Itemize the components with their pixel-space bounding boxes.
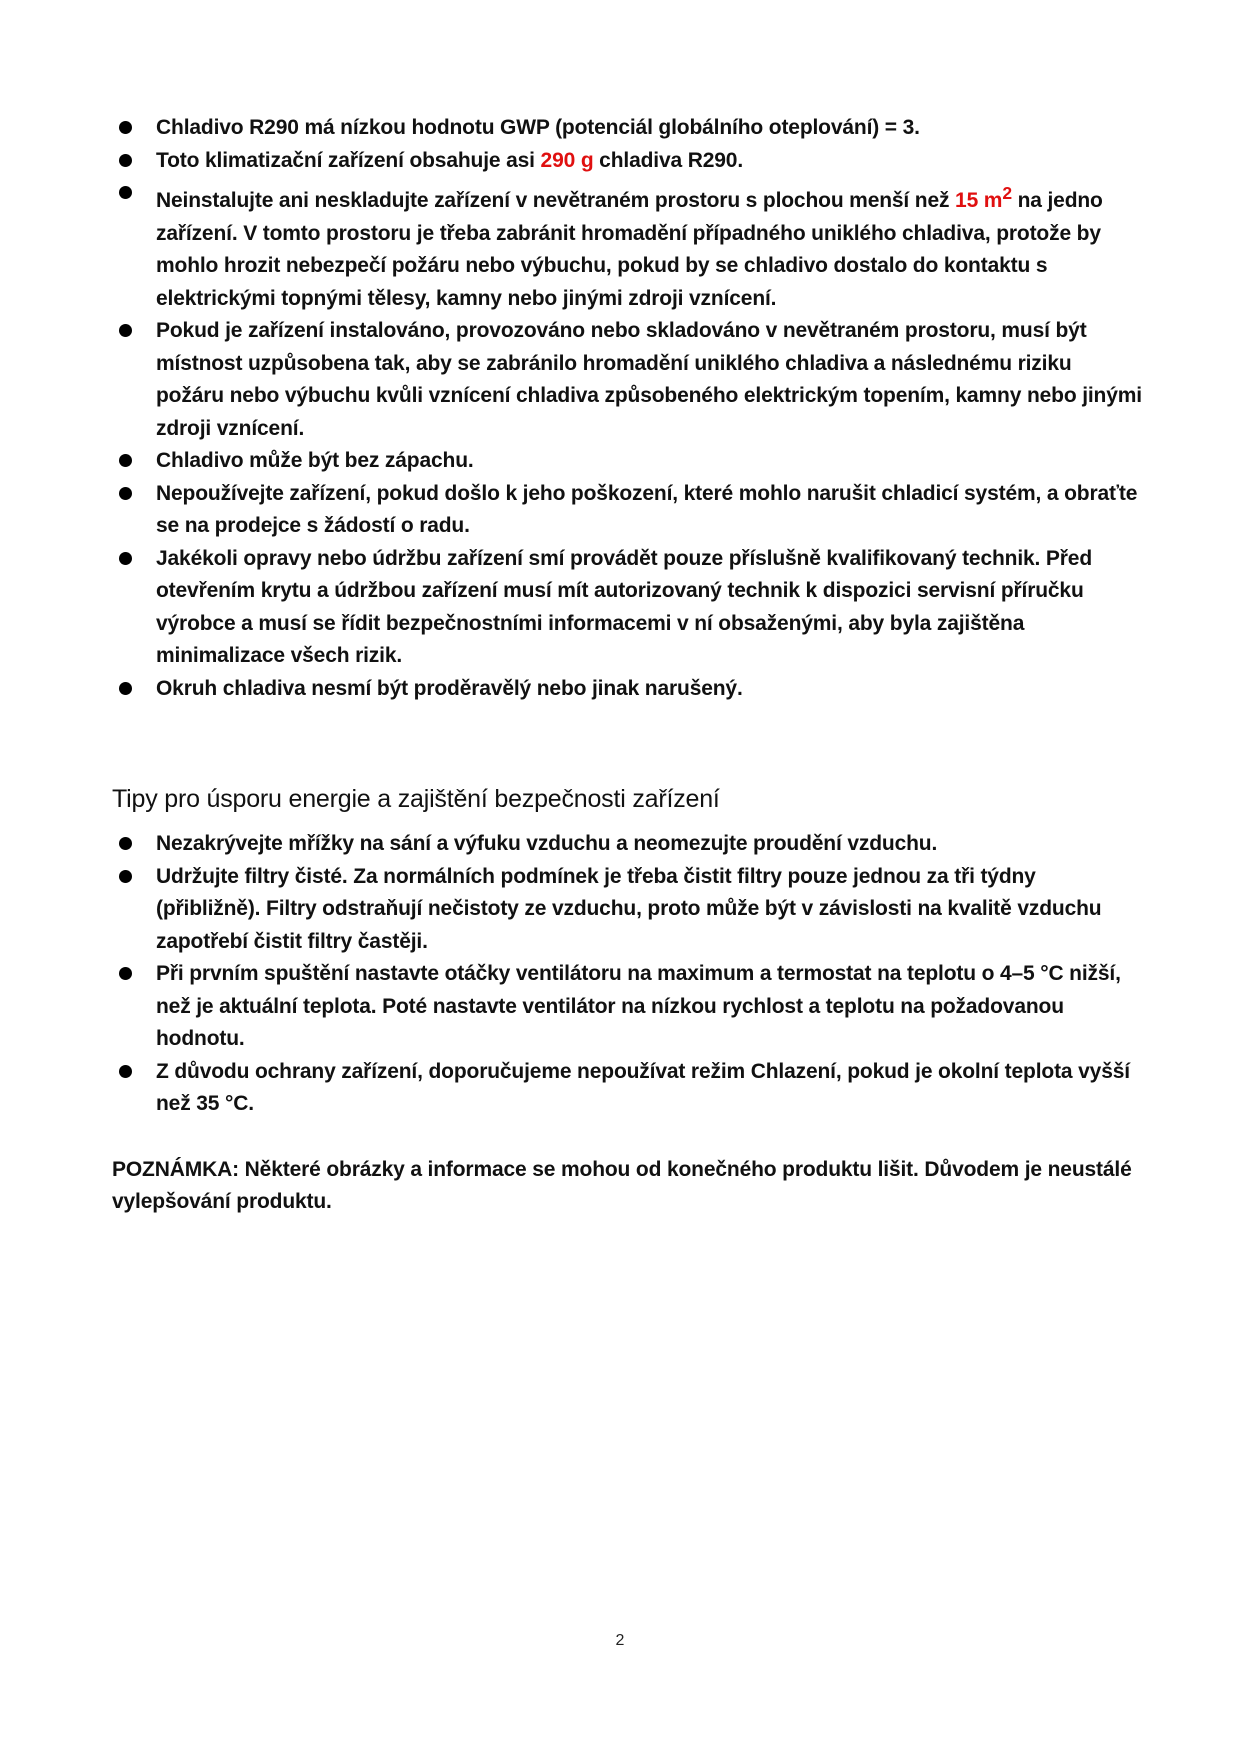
list-item-text-start: Toto klimatizační zařízení obsahuje asi [156, 148, 541, 172]
refrigerant-amount-highlight: 290 g [540, 148, 594, 172]
list-item-text: Nezakrývejte mřížky na sání a výfuku vzduchu a neomezujte proudění vzduchu. [156, 832, 938, 855]
list-item-text: Při prvním spuštění nastavte otáčky ventilátoru na maximum a termostat na teplotu o 4–5 °C nižší, než je aktuální teplota. Poté nastavte ventilátor na nízkou rychlost a teplotu na požadovanou hodnotu. [156, 962, 1121, 1050]
document-page [112, 112, 1142, 1219]
bullet-dot [119, 121, 132, 134]
list-item-text: Jakékoli opravy nebo údržbu zařízení smí provádět pouze příslušně kvalifikovaný technik. Před otevřením krytu a údržbou zařízení musí mít autorizovaný technik k dispozici servisní příručku výrobce a musí se řídit bezpečnostními informacemi v ní obsaženými, aby byla zajištěna minimalizace všech rizik. [156, 546, 1093, 667]
area-unit-superscript: 2 [1002, 183, 1012, 203]
list-item [112, 958, 1142, 1056]
bullet-dot [119, 454, 132, 467]
list-item [112, 673, 1142, 706]
list-item-text-end: chladiva R290. [593, 148, 743, 172]
bullet-dot [119, 154, 132, 167]
section-heading: Tipy pro úsporu energie a zajištění bezpečnosti zařízení [112, 785, 720, 813]
area-highlight [955, 183, 1012, 212]
list-item [112, 445, 1142, 478]
list-item-text-end: na jedno zařízení. V tomto prostoru je třeba zabránit hromadění případného uniklého chladiva, protože by mohlo hrozit nebezpečí požáru nebo výbuchu, pokud by se chladivo dostalo do kontaktu s elektrickými topnými tělesy, kamny nebo jinými zdroji vznícení. [156, 189, 1103, 310]
page-number: 2 [615, 1632, 625, 1649]
bullet-dot [119, 487, 132, 500]
list-item-text: Okruh chladiva nesmí být proděravělý nebo jinak narušený. [156, 676, 743, 700]
list-item [112, 112, 1142, 145]
bullet-dot [119, 1065, 132, 1078]
bullet-dot [119, 870, 132, 883]
list-item-text: Pokud je zařízení instalováno, provozováno nebo skladováno v nevětraném prostoru, musí být místnost uzpůsobena tak, aby se zabránilo hromadění uniklého chladiva a následnému riziku požáru nebo výbuchu kvůli vznícení chladiva způsobeného elektrickým topením, kamny nebo jinými zdroji vznícení. [156, 319, 1142, 440]
bullet-dot [119, 186, 132, 199]
list-item-text: Nepoužívejte zařízení, pokud došlo k jeho poškození, které mohlo narušit chladicí systém, a obraťte se na prodejce s žádostí o radu. [156, 481, 1138, 537]
list-item-text: Chladivo může být bez zápachu. [156, 449, 474, 472]
bullet-dot [119, 324, 132, 337]
area-value: 15 m [955, 189, 1003, 212]
list-item-text: Chladivo R290 má nízkou hodnotu GWP (potenciál globálního oteplování) = 3. [156, 116, 920, 139]
refrigerant-safety-list [112, 112, 1142, 705]
list-item [112, 177, 1142, 315]
list-item [112, 828, 1142, 861]
bullet-dot [119, 552, 132, 565]
bullet-dot [119, 682, 132, 695]
tips-list [112, 828, 1142, 1121]
list-item-text-start: Neinstalujte ani neskladujte zařízení v nevětraném prostoru s plochou menší než [156, 189, 956, 212]
list-item-text: Z důvodu ochrany zařízení, doporučujeme nepoužívat režim Chlazení, pokud je okolní teplota vyšší než 35 °C. [156, 1059, 1130, 1115]
list-item [112, 315, 1142, 445]
list-item [112, 1056, 1142, 1121]
bullet-dot [119, 837, 132, 850]
list-item [112, 861, 1142, 959]
bullet-dot [119, 967, 132, 980]
list-item [112, 145, 1142, 178]
list-item-text: Udržujte filtry čisté. Za normálních podmínek je třeba čistit filtry pouze jednou za tři týdny (přibližně). Filtry odstraňují nečistoty ze vzduchu, proto může být v závislosti na kvalitě vzduchu zapotřebí čistit filtry častěji. [156, 864, 1102, 953]
list-item [112, 543, 1142, 673]
note-paragraph: POZNÁMKA: Některé obrázky a informace se mohou od konečného produktu lišit. Důvodem je neustálé vylepšování produktu. [112, 1157, 1132, 1213]
list-item [112, 478, 1142, 543]
